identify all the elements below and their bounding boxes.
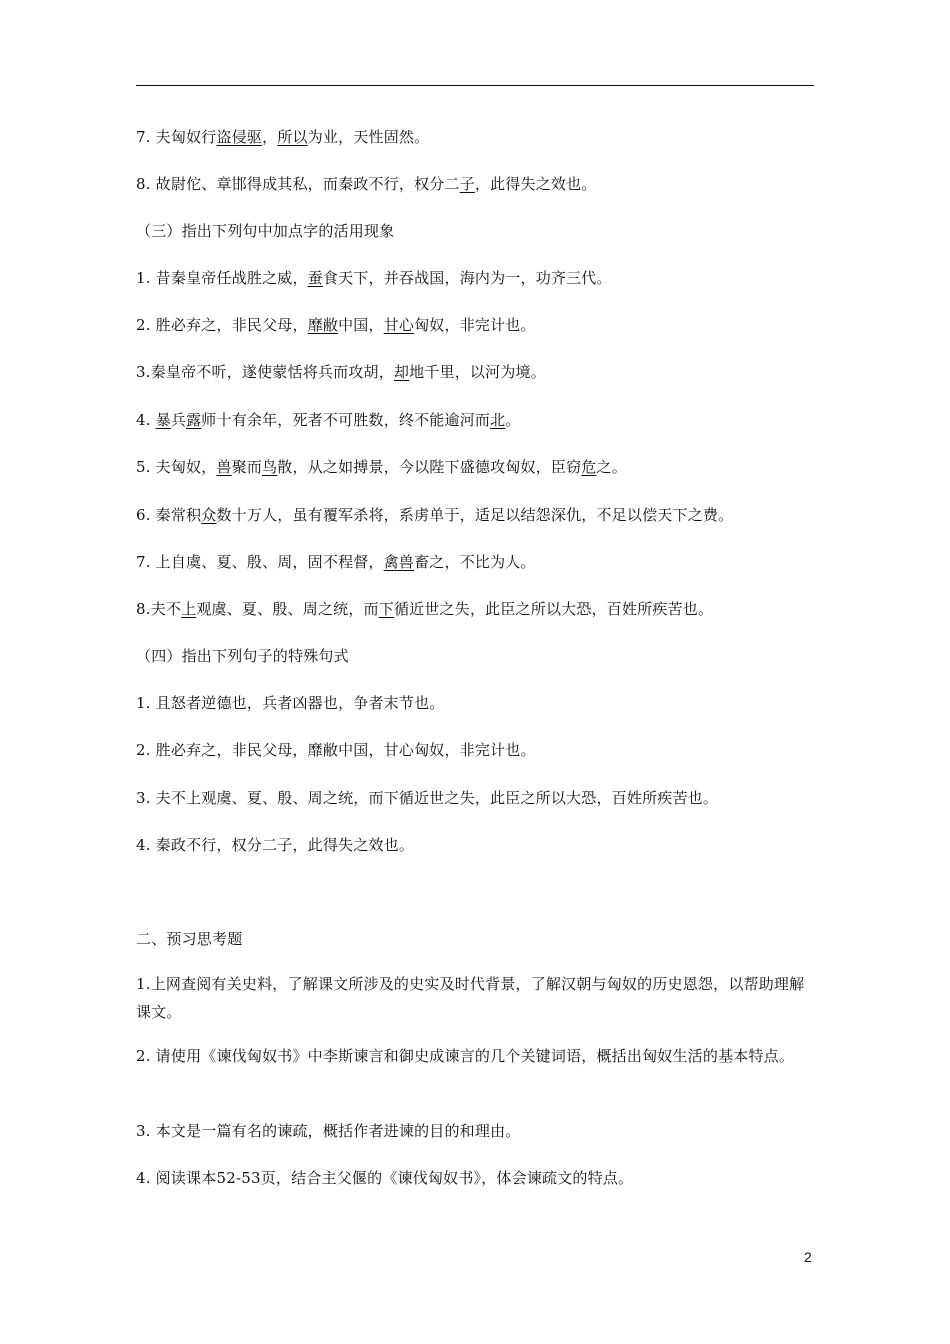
text-run: 。 bbox=[505, 411, 521, 429]
exercise-line bbox=[136, 268, 612, 288]
question-paragraph: 1.上网查阅有关史料，了解课文所涉及的史实及时代背景，了解汉朝与匈奴的历史恩怨，以帮助理解课文。 bbox=[136, 975, 805, 1021]
text-run: 聚而 bbox=[231, 458, 263, 476]
exercise-line: 3. 夫不上观虞、夏、殷、周之统，而下循近世之失，此臣之所以大恐，百姓所疾苦也。 bbox=[136, 789, 719, 807]
text-run: 中国， bbox=[338, 316, 384, 334]
text-run: 师十有余年，死者不可胜数，终不能逾河而 bbox=[201, 411, 491, 429]
marked-word: 兽 bbox=[216, 458, 232, 476]
text-run: ，此得失之效也。 bbox=[474, 175, 597, 193]
marked-word: 所以 bbox=[277, 128, 308, 146]
text-run: 匈奴，非完计也。 bbox=[414, 316, 536, 334]
marked-word: 靡敝 bbox=[307, 316, 339, 334]
exercise-line bbox=[136, 315, 536, 335]
text-run: ， bbox=[262, 128, 278, 146]
marked-word: 危 bbox=[581, 458, 597, 476]
text-run: 7. 上自虞、夏、殷、周，固不程督， bbox=[136, 553, 384, 571]
question-line: 4. 阅读课本52-53页，结合主父偃的《谏伐匈奴书》，体会谏疏文的特点。 bbox=[136, 1169, 634, 1187]
text-run: 循近世之失，此臣之所以大恐，百姓所疾苦也。 bbox=[393, 600, 714, 618]
text-run: 1. 昔秦皇帝任战胜之威， bbox=[136, 269, 308, 287]
exercise-line bbox=[136, 127, 429, 147]
text-run: 之。 bbox=[596, 458, 627, 476]
text-run: 畜之，不比为人。 bbox=[414, 553, 536, 571]
text-run: 散，从之如搏景，今以陛下盛德攻匈奴，臣窃 bbox=[277, 458, 582, 476]
marked-word: 鸟 bbox=[262, 458, 278, 476]
text-run: 兵 bbox=[170, 411, 187, 429]
exercise-line bbox=[136, 410, 521, 430]
marked-word: 却 bbox=[393, 363, 410, 381]
question-paragraph: 2. 请使用《谏伐匈奴书》中李斯谏言和御史成谏言的几个关键词语，概括出匈奴生活的基本特点。 bbox=[136, 1047, 795, 1065]
exercise-line: 1. 且怒者逆德也，兵者凶器也，争者末节也。 bbox=[136, 694, 445, 712]
section-heading: （四）指出下列句子的特殊句式 bbox=[136, 647, 349, 665]
exercise-line bbox=[136, 505, 733, 525]
exercise-line bbox=[136, 552, 536, 572]
exercise-line bbox=[136, 599, 713, 619]
text-run: 3.秦皇帝不听，遂使蒙恬将兵而攻胡， bbox=[136, 363, 394, 381]
marked-word: 露 bbox=[186, 411, 202, 429]
marked-word: 众 bbox=[201, 506, 217, 524]
marked-word: 蚕 bbox=[307, 269, 323, 287]
marked-word: 盗侵驱 bbox=[216, 128, 263, 146]
header-rule bbox=[136, 85, 814, 86]
marked-word: 暴 bbox=[155, 411, 171, 429]
exercise-line bbox=[136, 457, 627, 477]
marked-word: 下 bbox=[378, 600, 394, 618]
marked-word: 子 bbox=[459, 175, 475, 193]
text-run: 7. 夫匈奴行 bbox=[136, 128, 217, 146]
text-run: 为业，天性固然。 bbox=[307, 128, 430, 146]
marked-word: 甘心 bbox=[383, 316, 415, 334]
exercise-line bbox=[136, 174, 597, 194]
text-run: 8. 故尉佗、章邯得成其私，而秦政不行，权分二 bbox=[136, 175, 460, 193]
text-run: 食天下，并吞战国，海内为一，功齐三代。 bbox=[322, 269, 612, 287]
exercise-line: 2. 胜必弃之，非民父母，靡敝中国，甘心匈奴，非完计也。 bbox=[136, 741, 536, 759]
section-heading: （三）指出下列句中加点字的活用现象 bbox=[136, 222, 395, 240]
exercise-line: 4. 秦政不行，权分二子，此得失之效也。 bbox=[136, 836, 415, 854]
exercise-line bbox=[136, 362, 546, 382]
text-run: 6. 秦常积 bbox=[136, 506, 202, 524]
marked-word: 上 bbox=[181, 600, 197, 618]
text-run: 数十万人，虽有覆军杀将，系虏单于，适足以结怨深仇，不足以偿天下之费。 bbox=[216, 506, 734, 524]
marked-word: 北 bbox=[490, 411, 506, 429]
marked-word: 禽兽 bbox=[383, 553, 415, 571]
text-run: 观虞、夏、殷、周之统，而 bbox=[196, 600, 379, 618]
text-run: 4. bbox=[136, 411, 156, 429]
text-run: 2. 胜必弃之，非民父母， bbox=[136, 316, 308, 334]
page-number: 2 bbox=[804, 1249, 812, 1265]
section-heading: 二、预习思考题 bbox=[136, 930, 243, 948]
question-line: 3. 本文是一篇有名的谏疏，概括作者进谏的目的和理由。 bbox=[136, 1122, 521, 1140]
text-run: 8.夫不 bbox=[136, 600, 182, 618]
text-run: 地千里，以河为境。 bbox=[409, 363, 546, 381]
text-run: 5. 夫匈奴， bbox=[136, 458, 217, 476]
